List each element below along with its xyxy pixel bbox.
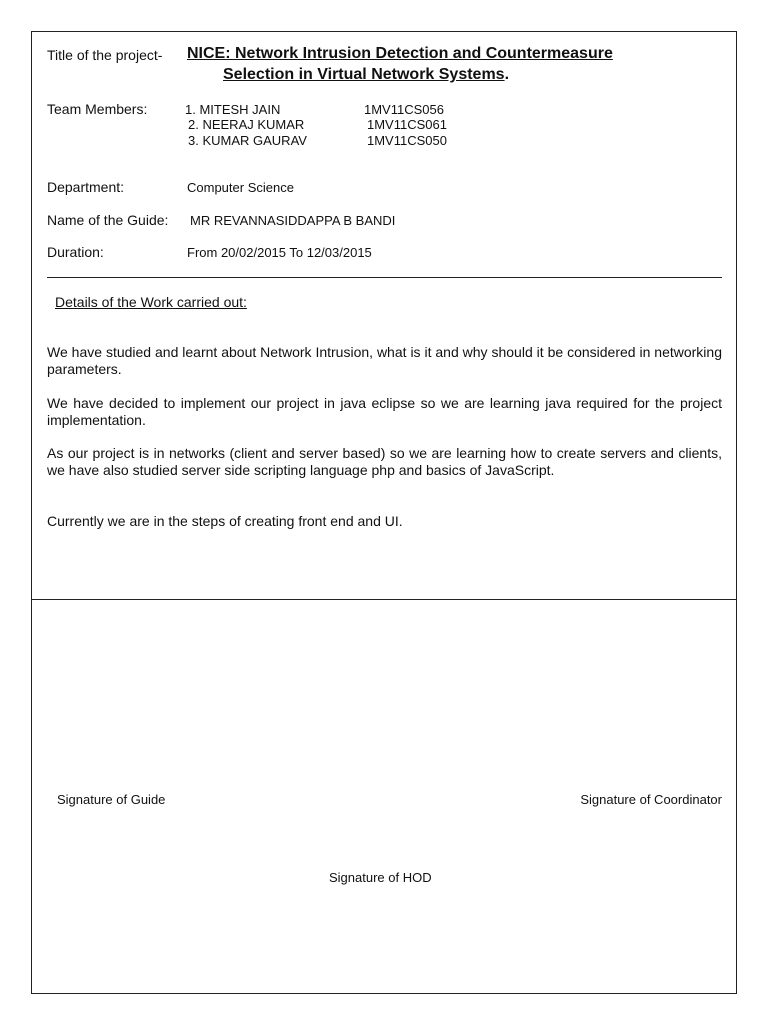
work-paragraph-2: We have decided to implement our project in java eclipse so we are learning java required for the project implementation. bbox=[47, 395, 722, 428]
member-id-2: 1MV11CS061 bbox=[367, 117, 447, 132]
member-id-1: 1MV11CS056 bbox=[364, 102, 444, 117]
project-title-line1: NICE: Network Intrusion Detection and Countermeasure bbox=[187, 45, 613, 62]
title-label: Title of the project- bbox=[47, 47, 163, 63]
project-title-line2-wrap bbox=[223, 66, 509, 84]
work-paragraph-1: We have studied and learnt about Network Intrusion, what is it and why should it be considered in networking parameters. bbox=[47, 344, 722, 377]
signature-coordinator: Signature of Coordinator bbox=[580, 792, 722, 807]
member-name-3: 3. KUMAR GAURAV bbox=[188, 133, 307, 148]
member-name-1: 1. MITESH JAIN bbox=[185, 102, 281, 117]
signature-hod: Signature of HOD bbox=[329, 870, 432, 885]
report-frame bbox=[31, 31, 737, 994]
signature-section-divider bbox=[32, 599, 736, 600]
signature-guide: Signature of Guide bbox=[57, 792, 166, 807]
work-paragraph-4: Currently we are in the steps of creating front end and UI. bbox=[47, 513, 403, 529]
team-label: Team Members: bbox=[47, 101, 148, 117]
guide-label: Name of the Guide: bbox=[47, 212, 169, 228]
department-label: Department: bbox=[47, 179, 125, 195]
project-title-line2: Selection in Virtual Network Systems bbox=[223, 66, 505, 83]
guide-value: MR REVANNASIDDAPPA B BANDI bbox=[190, 213, 396, 228]
work-paragraph-3: As our project is in networks (client and server based) so we are learning how to create servers and clients, we have also studied server side scripting language php and basics of JavaScript. bbox=[47, 445, 722, 478]
duration-label: Duration: bbox=[47, 244, 104, 260]
department-value: Computer Science bbox=[187, 180, 294, 195]
member-id-3: 1MV11CS050 bbox=[367, 133, 447, 148]
section-divider bbox=[47, 277, 722, 278]
work-heading: Details of the Work carried out: bbox=[55, 294, 247, 310]
member-name-2: 2. NEERAJ KUMAR bbox=[188, 117, 305, 132]
duration-value: From 20/02/2015 To 12/03/2015 bbox=[187, 245, 372, 260]
project-title-suffix: . bbox=[504, 66, 510, 83]
